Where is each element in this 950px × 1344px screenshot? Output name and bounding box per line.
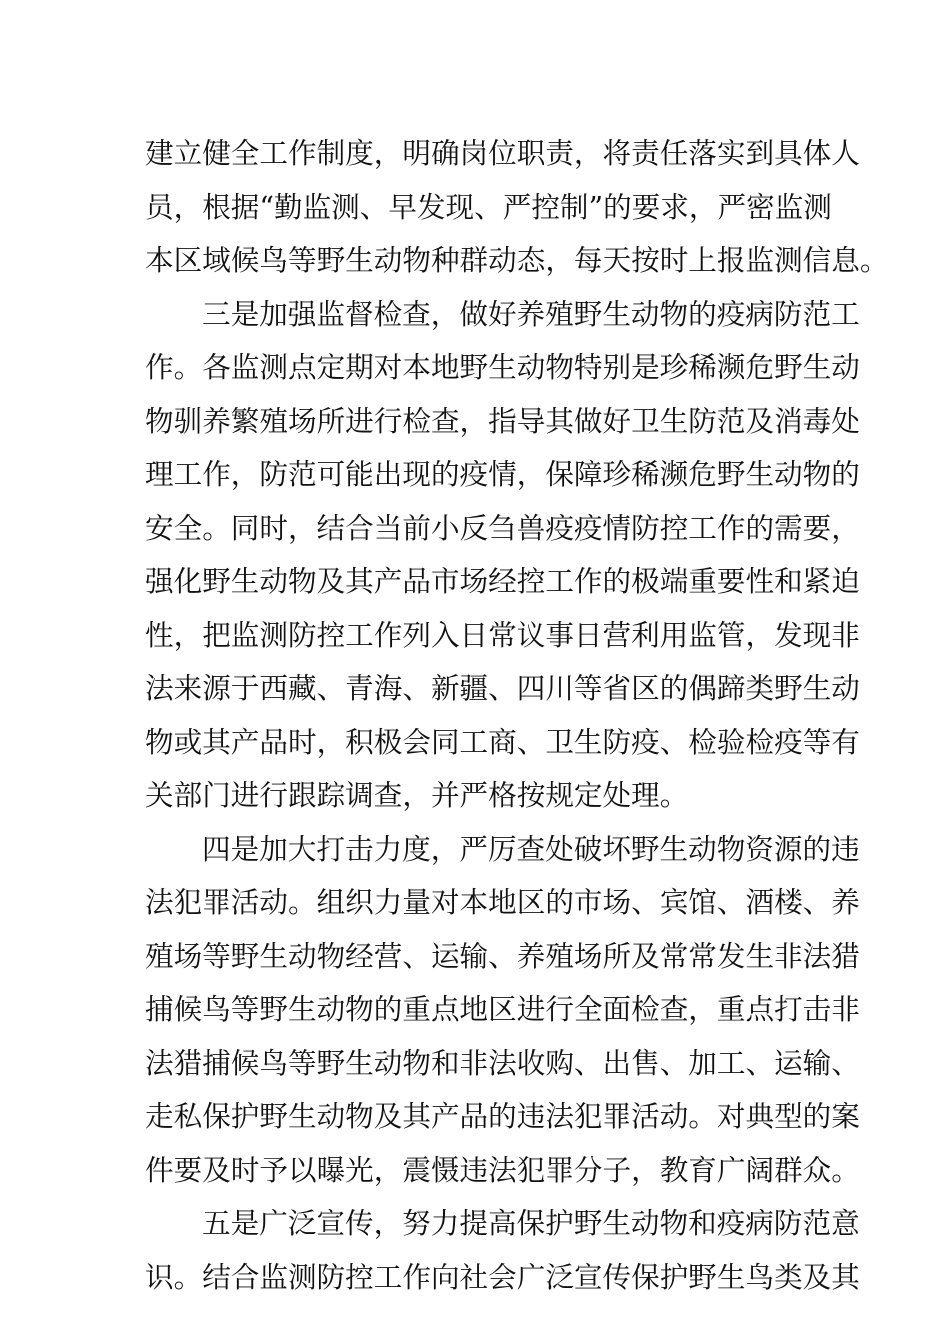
text-line: 件要及时予以曝光，震慑违法犯罪分子，教育广阔群众。 [145, 1152, 860, 1187]
text-line: 四是加大打击力度，严厉查处破坏野生动物资源的违 [202, 831, 860, 866]
text-line: 三是加强监督检查，做好养殖野生动物的疫病防范工 [202, 296, 860, 331]
paragraph-3 [145, 823, 860, 1198]
paragraph-4 [145, 1197, 860, 1304]
text-line: 物或其产品时，积极会同工商、卫生防疫、检验检疫等有 [145, 724, 860, 759]
text-line: 理工作，防范可能出现的疫情，保障珍稀濒危野生动物的 [145, 457, 860, 491]
text-line: 法来源于西藏、青海、新疆、四川等省区的偶蹄类野生动 [145, 671, 860, 705]
text-line: 物驯养繁殖场所进行检查，指导其做好卫生防范及消毒处 [145, 403, 860, 438]
paragraph-1 [145, 127, 889, 288]
text-line: 法猎捕候鸟等野生动物和非法收购、出售、加工、运输、 [145, 1045, 860, 1080]
text-line: 安全。同时，结合当前小反刍兽疫疫情防控工作的需要， [145, 510, 860, 545]
body-text [145, 127, 889, 1304]
text-line: 性，把监测防控工作列入日常议事日营利用监管，发现非 [145, 617, 860, 652]
text-line: 法犯罪活动。组织力量对本地区的市场、宾馆、酒楼、养 [145, 885, 860, 919]
text-line: 关部门进行跟踪调查，并严格按规定处理。 [145, 778, 689, 812]
paragraph-2 [145, 288, 860, 823]
text-line: 建立健全工作制度，明确岗位职责，将责任落实到具体人 [145, 136, 860, 170]
text-line: 本区域候鸟等野生动物种群动态，每天按时上报监测信息。 [145, 243, 889, 277]
text-line: 强化野生动物及其产品市场经控工作的极端重要性和紧迫 [145, 564, 860, 598]
text-line: 员，根据“勤监测、早发现、严控制”的要求，严密监测 [145, 189, 832, 224]
text-line: 殖场等野生动物经营、运输、养殖场所及常常发生非法猎 [145, 938, 860, 973]
text-line: 走私保护野生动物及其产品的违法犯罪活动。对典型的案 [145, 1099, 860, 1133]
text-line: 作。各监测点定期对本地野生动物特别是珍稀濒危野生动 [145, 350, 860, 384]
text-line: 识。结合监测防控工作向社会广泛宣传保护野生鸟类及其 [145, 1259, 860, 1294]
text-line: 五是广泛宣传，努力提高保护野生动物和疫病防范意 [202, 1206, 860, 1240]
text-line: 捕候鸟等野生动物的重点地区进行全面检查，重点打击非 [145, 992, 860, 1026]
